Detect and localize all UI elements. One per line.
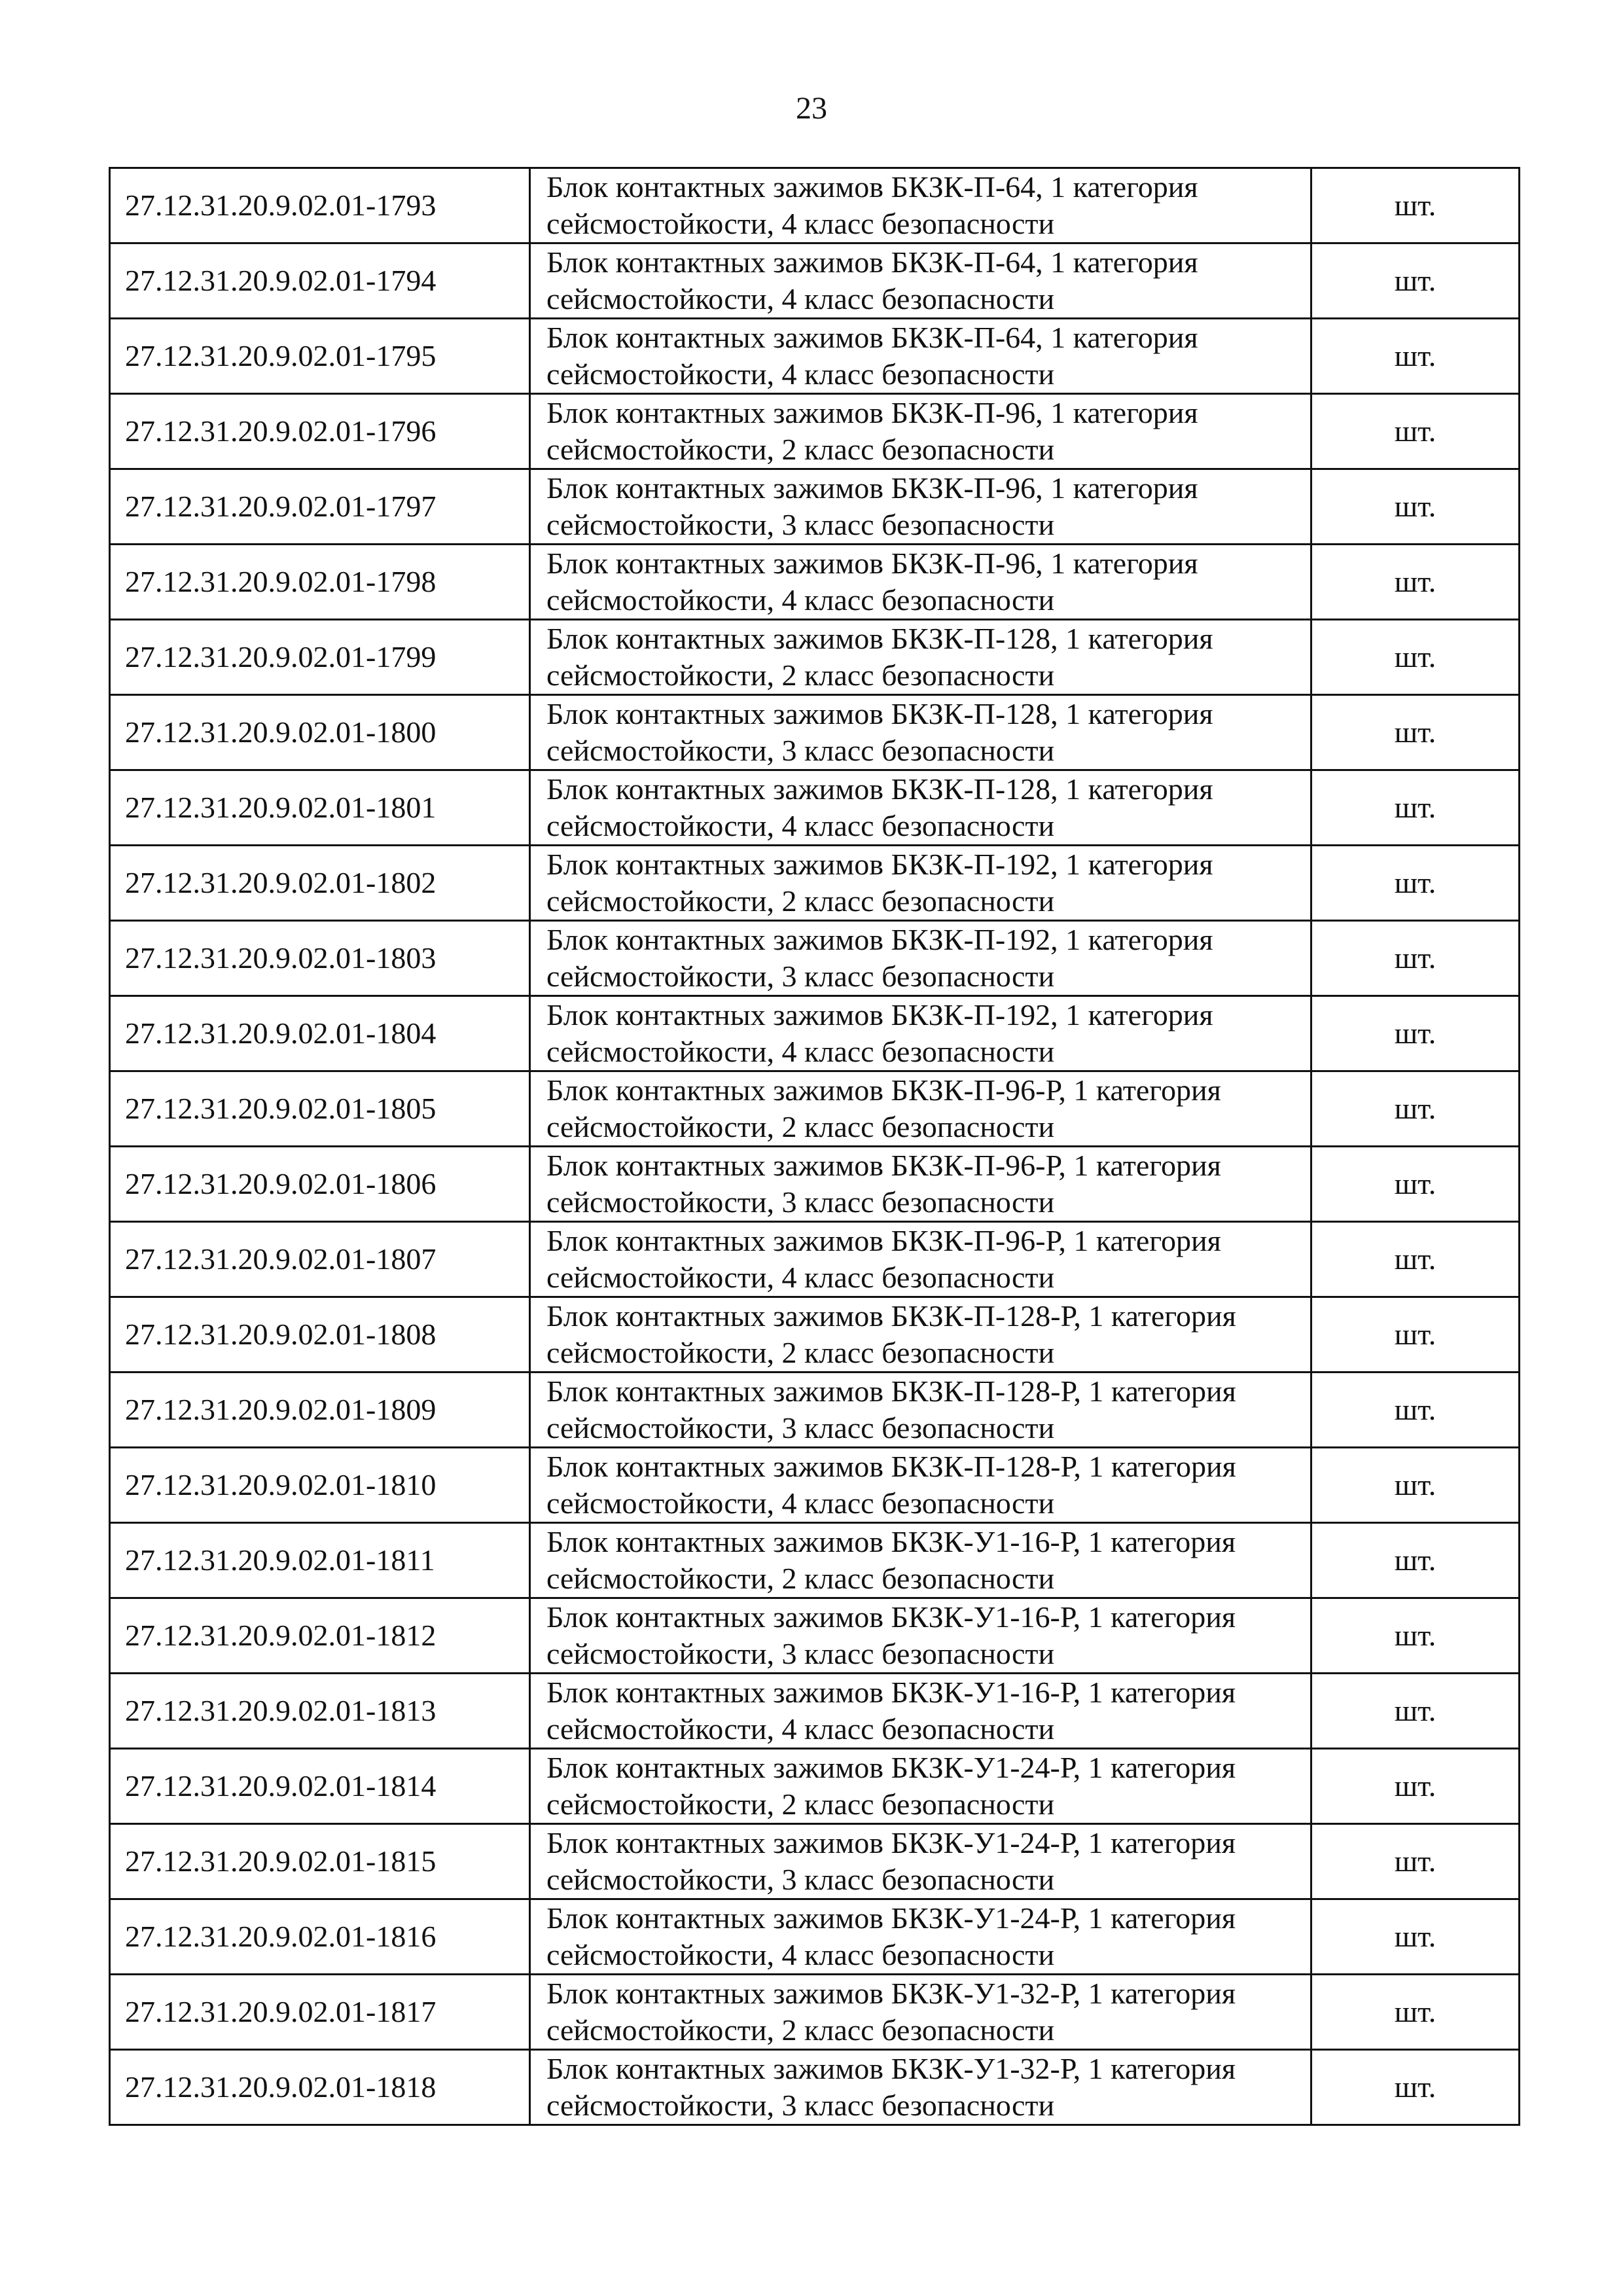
- resource-name-line1: Блок контактных зажимов БКЗК-П-96, 1 категория: [546, 471, 1198, 505]
- table-row: [110, 1749, 1520, 1824]
- resource-code: 27.12.31.20.9.02.01-1811: [110, 1523, 530, 1598]
- unit-of-measure: шт.: [1311, 2050, 1520, 2125]
- resource-name-line2: сейсмостойкости, 2 класс безопасности: [546, 1336, 1055, 1369]
- resource-code: 27.12.31.20.9.02.01-1796: [110, 394, 530, 469]
- table-row: [110, 1674, 1520, 1749]
- resource-name: [530, 2050, 1311, 2125]
- resource-name: [530, 1523, 1311, 1598]
- resource-name: [530, 620, 1311, 695]
- resource-name-line2: сейсмостойкости, 2 класс безопасности: [546, 433, 1055, 466]
- resource-name: [530, 319, 1311, 394]
- table-row: [110, 1899, 1520, 1975]
- unit-of-measure: шт.: [1311, 1899, 1520, 1975]
- table-body: [110, 168, 1520, 2125]
- resource-name-line1: Блок контактных зажимов БКЗК-У1-16-Р, 1 категория: [546, 1600, 1236, 1634]
- unit-of-measure: шт.: [1311, 168, 1520, 243]
- resource-name-line1: Блок контактных зажимов БКЗК-П-96, 1 категория: [546, 396, 1198, 429]
- resource-name-line1: Блок контактных зажимов БКЗК-П-128-Р, 1 категория: [546, 1374, 1236, 1408]
- resource-name-line1: Блок контактных зажимов БКЗК-П-64, 1 категория: [546, 245, 1198, 279]
- table-row: [110, 2050, 1520, 2125]
- unit-of-measure: шт.: [1311, 545, 1520, 620]
- resource-name-line1: Блок контактных зажимов БКЗК-П-192, 1 категория: [546, 848, 1213, 881]
- resource-name: [530, 545, 1311, 620]
- resource-code: 27.12.31.20.9.02.01-1818: [110, 2050, 530, 2125]
- resource-name-line2: сейсмостойкости, 2 класс безопасности: [546, 2013, 1055, 2047]
- table-row: [110, 469, 1520, 545]
- resource-code: 27.12.31.20.9.02.01-1809: [110, 1372, 530, 1448]
- table-row: [110, 1975, 1520, 2050]
- resource-name: [530, 1147, 1311, 1222]
- resource-name: [530, 1598, 1311, 1674]
- resource-name-line2: сейсмостойкости, 4 класс безопасности: [546, 357, 1055, 391]
- unit-of-measure: шт.: [1311, 1147, 1520, 1222]
- resource-name-line2: сейсмостойкости, 4 класс безопасности: [546, 1712, 1055, 1746]
- resource-name-line1: Блок контактных зажимов БКЗК-П-128-Р, 1 категория: [546, 1299, 1236, 1333]
- resource-name-line1: Блок контактных зажимов БКЗК-П-192, 1 категория: [546, 923, 1213, 956]
- resource-name-line2: сейсмостойкости, 2 класс безопасности: [546, 1110, 1055, 1143]
- resource-name-line1: Блок контактных зажимов БКЗК-П-96-Р, 1 категория: [546, 1073, 1221, 1107]
- table-row: [110, 1297, 1520, 1372]
- resource-code: 27.12.31.20.9.02.01-1804: [110, 996, 530, 1071]
- unit-of-measure: шт.: [1311, 319, 1520, 394]
- table-row: [110, 1222, 1520, 1297]
- resource-name-line2: сейсмостойкости, 3 класс безопасности: [546, 1411, 1055, 1444]
- resource-name: [530, 1975, 1311, 2050]
- table-row: [110, 545, 1520, 620]
- table-row: [110, 243, 1520, 319]
- table-row: [110, 1147, 1520, 1222]
- resource-name: [530, 469, 1311, 545]
- resource-name-line2: сейсмостойкости, 3 класс безопасности: [546, 1863, 1055, 1896]
- resource-name: [530, 1222, 1311, 1297]
- resource-name: [530, 168, 1311, 243]
- table-row: [110, 921, 1520, 996]
- resource-name-line2: сейсмостойкости, 4 класс безопасности: [546, 207, 1055, 240]
- unit-of-measure: шт.: [1311, 469, 1520, 545]
- table-row: [110, 846, 1520, 921]
- resource-name-line2: сейсмостойкости, 3 класс безопасности: [546, 2089, 1055, 2122]
- resource-name-line2: сейсмостойкости, 3 класс безопасности: [546, 734, 1055, 767]
- resource-name-line2: сейсмостойкости, 3 класс безопасности: [546, 508, 1055, 541]
- table-row: [110, 695, 1520, 770]
- resource-name: [530, 846, 1311, 921]
- table-row: [110, 1824, 1520, 1899]
- resource-name-line1: Блок контактных зажимов БКЗК-П-64, 1 категория: [546, 170, 1198, 204]
- resource-name-line1: Блок контактных зажимов БКЗК-П-128, 1 категория: [546, 622, 1213, 655]
- resource-name-line1: Блок контактных зажимов БКЗК-У1-16-Р, 1 категория: [546, 1676, 1236, 1709]
- unit-of-measure: шт.: [1311, 394, 1520, 469]
- resource-name-line1: Блок контактных зажимов БКЗК-У1-24-Р, 1 категория: [546, 1751, 1236, 1784]
- resource-code: 27.12.31.20.9.02.01-1802: [110, 846, 530, 921]
- resource-name-line2: сейсмостойкости, 2 класс безопасности: [546, 1787, 1055, 1821]
- resource-code: 27.12.31.20.9.02.01-1795: [110, 319, 530, 394]
- table-row: [110, 1598, 1520, 1674]
- table-row: [110, 620, 1520, 695]
- resource-code: 27.12.31.20.9.02.01-1808: [110, 1297, 530, 1372]
- unit-of-measure: шт.: [1311, 1749, 1520, 1824]
- unit-of-measure: шт.: [1311, 1071, 1520, 1147]
- unit-of-measure: шт.: [1311, 846, 1520, 921]
- resource-name-line1: Блок контактных зажимов БКЗК-П-96, 1 категория: [546, 547, 1198, 580]
- resource-name: [530, 243, 1311, 319]
- resource-name-line2: сейсмостойкости, 4 класс безопасности: [546, 809, 1055, 842]
- resource-name-line2: сейсмостойкости, 4 класс безопасности: [546, 1035, 1055, 1068]
- resource-code: 27.12.31.20.9.02.01-1803: [110, 921, 530, 996]
- resource-name-line2: сейсмостойкости, 2 класс безопасности: [546, 1562, 1055, 1595]
- resource-code: 27.12.31.20.9.02.01-1815: [110, 1824, 530, 1899]
- unit-of-measure: шт.: [1311, 243, 1520, 319]
- resource-code: 27.12.31.20.9.02.01-1794: [110, 243, 530, 319]
- resource-name-line1: Блок контактных зажимов БКЗК-У1-16-Р, 1 категория: [546, 1525, 1236, 1558]
- unit-of-measure: шт.: [1311, 1975, 1520, 2050]
- unit-of-measure: шт.: [1311, 1674, 1520, 1749]
- resource-name-line1: Блок контактных зажимов БКЗК-П-128, 1 категория: [546, 772, 1213, 806]
- resource-name-line2: сейсмостойкости, 2 класс безопасности: [546, 884, 1055, 918]
- resource-name-line1: Блок контактных зажимов БКЗК-У1-24-Р, 1 категория: [546, 1826, 1236, 1859]
- table-row: [110, 1523, 1520, 1598]
- table-row: [110, 319, 1520, 394]
- resource-code: 27.12.31.20.9.02.01-1797: [110, 469, 530, 545]
- unit-of-measure: шт.: [1311, 1372, 1520, 1448]
- resource-name-line1: Блок контактных зажимов БКЗК-У1-24-Р, 1 категория: [546, 1901, 1236, 1935]
- resource-name-line2: сейсмостойкости, 3 класс безопасности: [546, 1637, 1055, 1670]
- resource-name: [530, 394, 1311, 469]
- resource-code: 27.12.31.20.9.02.01-1813: [110, 1674, 530, 1749]
- resource-name-line2: сейсмостойкости, 4 класс безопасности: [546, 583, 1055, 617]
- page-number: 23: [796, 91, 827, 126]
- unit-of-measure: шт.: [1311, 770, 1520, 846]
- resource-name: [530, 1297, 1311, 1372]
- resource-name: [530, 695, 1311, 770]
- table-row: [110, 1372, 1520, 1448]
- resource-name-line1: Блок контактных зажимов БКЗК-П-128-Р, 1 категория: [546, 1450, 1236, 1483]
- table-row: [110, 394, 1520, 469]
- table-row: [110, 770, 1520, 846]
- resource-code: 27.12.31.20.9.02.01-1800: [110, 695, 530, 770]
- table-row: [110, 1448, 1520, 1523]
- unit-of-measure: шт.: [1311, 1297, 1520, 1372]
- resource-code: 27.12.31.20.9.02.01-1807: [110, 1222, 530, 1297]
- resource-name-line2: сейсмостойкости, 4 класс безопасности: [546, 282, 1055, 315]
- unit-of-measure: шт.: [1311, 1523, 1520, 1598]
- resource-code: 27.12.31.20.9.02.01-1814: [110, 1749, 530, 1824]
- resource-code: 27.12.31.20.9.02.01-1799: [110, 620, 530, 695]
- resource-name-line2: сейсмостойкости, 4 класс безопасности: [546, 1261, 1055, 1294]
- resource-name-line1: Блок контактных зажимов БКЗК-П-192, 1 категория: [546, 998, 1213, 1031]
- resource-name-line1: Блок контактных зажимов БКЗК-П-96-Р, 1 категория: [546, 1224, 1221, 1257]
- resource-table: [109, 167, 1520, 2126]
- unit-of-measure: шт.: [1311, 996, 1520, 1071]
- resource-name-line1: Блок контактных зажимов БКЗК-П-128, 1 категория: [546, 697, 1213, 730]
- resource-name: [530, 1749, 1311, 1824]
- unit-of-measure: шт.: [1311, 695, 1520, 770]
- resource-name-line2: сейсмостойкости, 3 класс безопасности: [546, 1185, 1055, 1219]
- table-row: [110, 996, 1520, 1071]
- resource-name: [530, 770, 1311, 846]
- resource-name-line2: сейсмостойкости, 3 класс безопасности: [546, 960, 1055, 993]
- resource-code: 27.12.31.20.9.02.01-1805: [110, 1071, 530, 1147]
- unit-of-measure: шт.: [1311, 1824, 1520, 1899]
- resource-name: [530, 996, 1311, 1071]
- resource-name-line1: Блок контактных зажимов БКЗК-П-64, 1 категория: [546, 321, 1198, 354]
- resource-name: [530, 921, 1311, 996]
- unit-of-measure: шт.: [1311, 921, 1520, 996]
- table-row: [110, 168, 1520, 243]
- resource-code: 27.12.31.20.9.02.01-1816: [110, 1899, 530, 1975]
- resource-code: 27.12.31.20.9.02.01-1798: [110, 545, 530, 620]
- resource-code: 27.12.31.20.9.02.01-1806: [110, 1147, 530, 1222]
- resource-name: [530, 1071, 1311, 1147]
- resource-name-line1: Блок контактных зажимов БКЗК-У1-32-Р, 1 категория: [546, 2052, 1236, 2085]
- resource-name: [530, 1899, 1311, 1975]
- unit-of-measure: шт.: [1311, 1448, 1520, 1523]
- resource-code: 27.12.31.20.9.02.01-1817: [110, 1975, 530, 2050]
- unit-of-measure: шт.: [1311, 1222, 1520, 1297]
- resource-name-line2: сейсмостойкости, 4 класс безопасности: [546, 1486, 1055, 1520]
- resource-name-line1: Блок контактных зажимов БКЗК-У1-32-Р, 1 категория: [546, 1977, 1236, 2010]
- resource-name: [530, 1372, 1311, 1448]
- table-row: [110, 1071, 1520, 1147]
- resource-name-line1: Блок контактных зажимов БКЗК-П-96-Р, 1 категория: [546, 1149, 1221, 1182]
- resource-code: 27.12.31.20.9.02.01-1793: [110, 168, 530, 243]
- resource-name: [530, 1448, 1311, 1523]
- resource-name: [530, 1824, 1311, 1899]
- resource-name-line2: сейсмостойкости, 2 класс безопасности: [546, 658, 1055, 692]
- resource-name: [530, 1674, 1311, 1749]
- unit-of-measure: шт.: [1311, 620, 1520, 695]
- resource-code: 27.12.31.20.9.02.01-1812: [110, 1598, 530, 1674]
- resource-name-line2: сейсмостойкости, 4 класс безопасности: [546, 1938, 1055, 1971]
- resource-code: 27.12.31.20.9.02.01-1810: [110, 1448, 530, 1523]
- unit-of-measure: шт.: [1311, 1598, 1520, 1674]
- resource-code: 27.12.31.20.9.02.01-1801: [110, 770, 530, 846]
